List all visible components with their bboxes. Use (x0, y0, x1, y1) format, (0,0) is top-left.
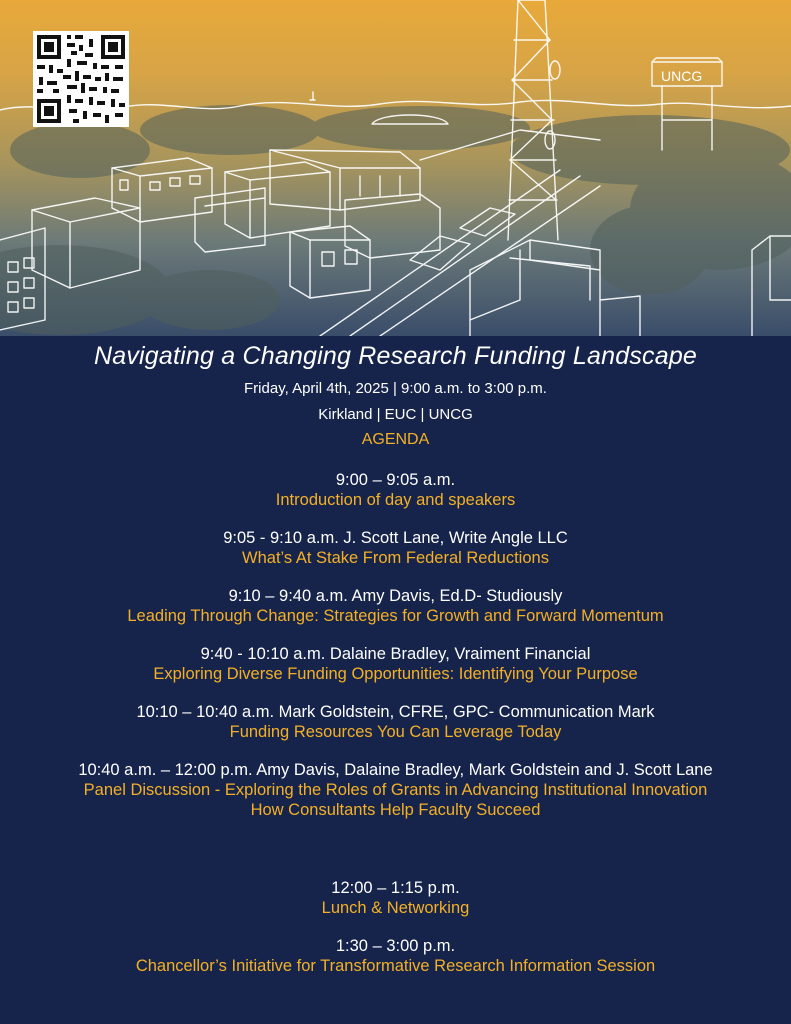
agenda-topic: Panel Discussion - Exploring the Roles of Grants in Advancing Institutional Innovation (83, 781, 708, 799)
agenda-item (20, 470, 771, 510)
agenda-time-speaker: 9:05 - 9:10 a.m. J. Scott Lane, Write Angle LLC (223, 529, 568, 547)
event-location: Kirkland | EUC | UNCG (318, 406, 473, 423)
agenda-topic: Introduction of day and speakers (275, 491, 516, 509)
event-details (0, 336, 791, 1024)
water-tower-sign: UNCG (661, 68, 703, 84)
agenda-item (20, 878, 771, 918)
qr-code-icon[interactable] (33, 31, 129, 127)
agenda-topic: How Consultants Help Faculty Succeed (250, 801, 541, 819)
agenda-time-speaker: 1:30 – 3:00 p.m. (335, 937, 456, 955)
agenda-item (20, 528, 771, 568)
agenda-topic: Chancellor’s Initiative for Transformative Research Information Session (135, 957, 656, 975)
qr-code-graphic (33, 31, 129, 127)
agenda-item (20, 936, 771, 976)
agenda-item (20, 644, 771, 684)
agenda-topic: Lunch & Networking (321, 899, 470, 917)
event-title: Navigating a Changing Research Funding Landscape (93, 342, 698, 370)
agenda-topic: Exploring Diverse Funding Opportunities: Identifying Your Purpose (153, 665, 638, 683)
agenda-time-speaker: 10:10 – 10:40 a.m. Mark Goldstein, CFRE, GPC- Communication Mark (136, 703, 655, 721)
agenda-time-speaker: 9:40 - 10:10 a.m. Dalaine Bradley, Vraiment Financial (200, 645, 591, 663)
agenda-time-speaker: 10:40 a.m. – 12:00 p.m. Amy Davis, Dalaine Bradley, Mark Goldstein and J. Scott Lane (78, 761, 713, 779)
agenda-item (20, 760, 771, 820)
agenda-topic: Funding Resources You Can Leverage Today (229, 723, 562, 741)
agenda-item (20, 702, 771, 742)
agenda-topic: What’s At Stake From Federal Reductions (242, 549, 549, 567)
campus-skyline-illustration (0, 0, 791, 336)
agenda-item (20, 586, 771, 626)
event-date-time: Friday, April 4th, 2025 | 9:00 a.m. to 3:00 p.m. (244, 380, 547, 397)
agenda-heading: AGENDA (361, 431, 430, 448)
agenda-topic: Leading Through Change: Strategies for Growth and Forward Momentum (127, 607, 664, 625)
agenda-time-speaker: 9:00 – 9:05 a.m. (335, 471, 456, 489)
agenda-time-speaker: 9:10 – 9:40 a.m. Amy Davis, Ed.D- Studiously (228, 587, 563, 605)
agenda-time-speaker: 12:00 – 1:15 p.m. (331, 879, 460, 897)
